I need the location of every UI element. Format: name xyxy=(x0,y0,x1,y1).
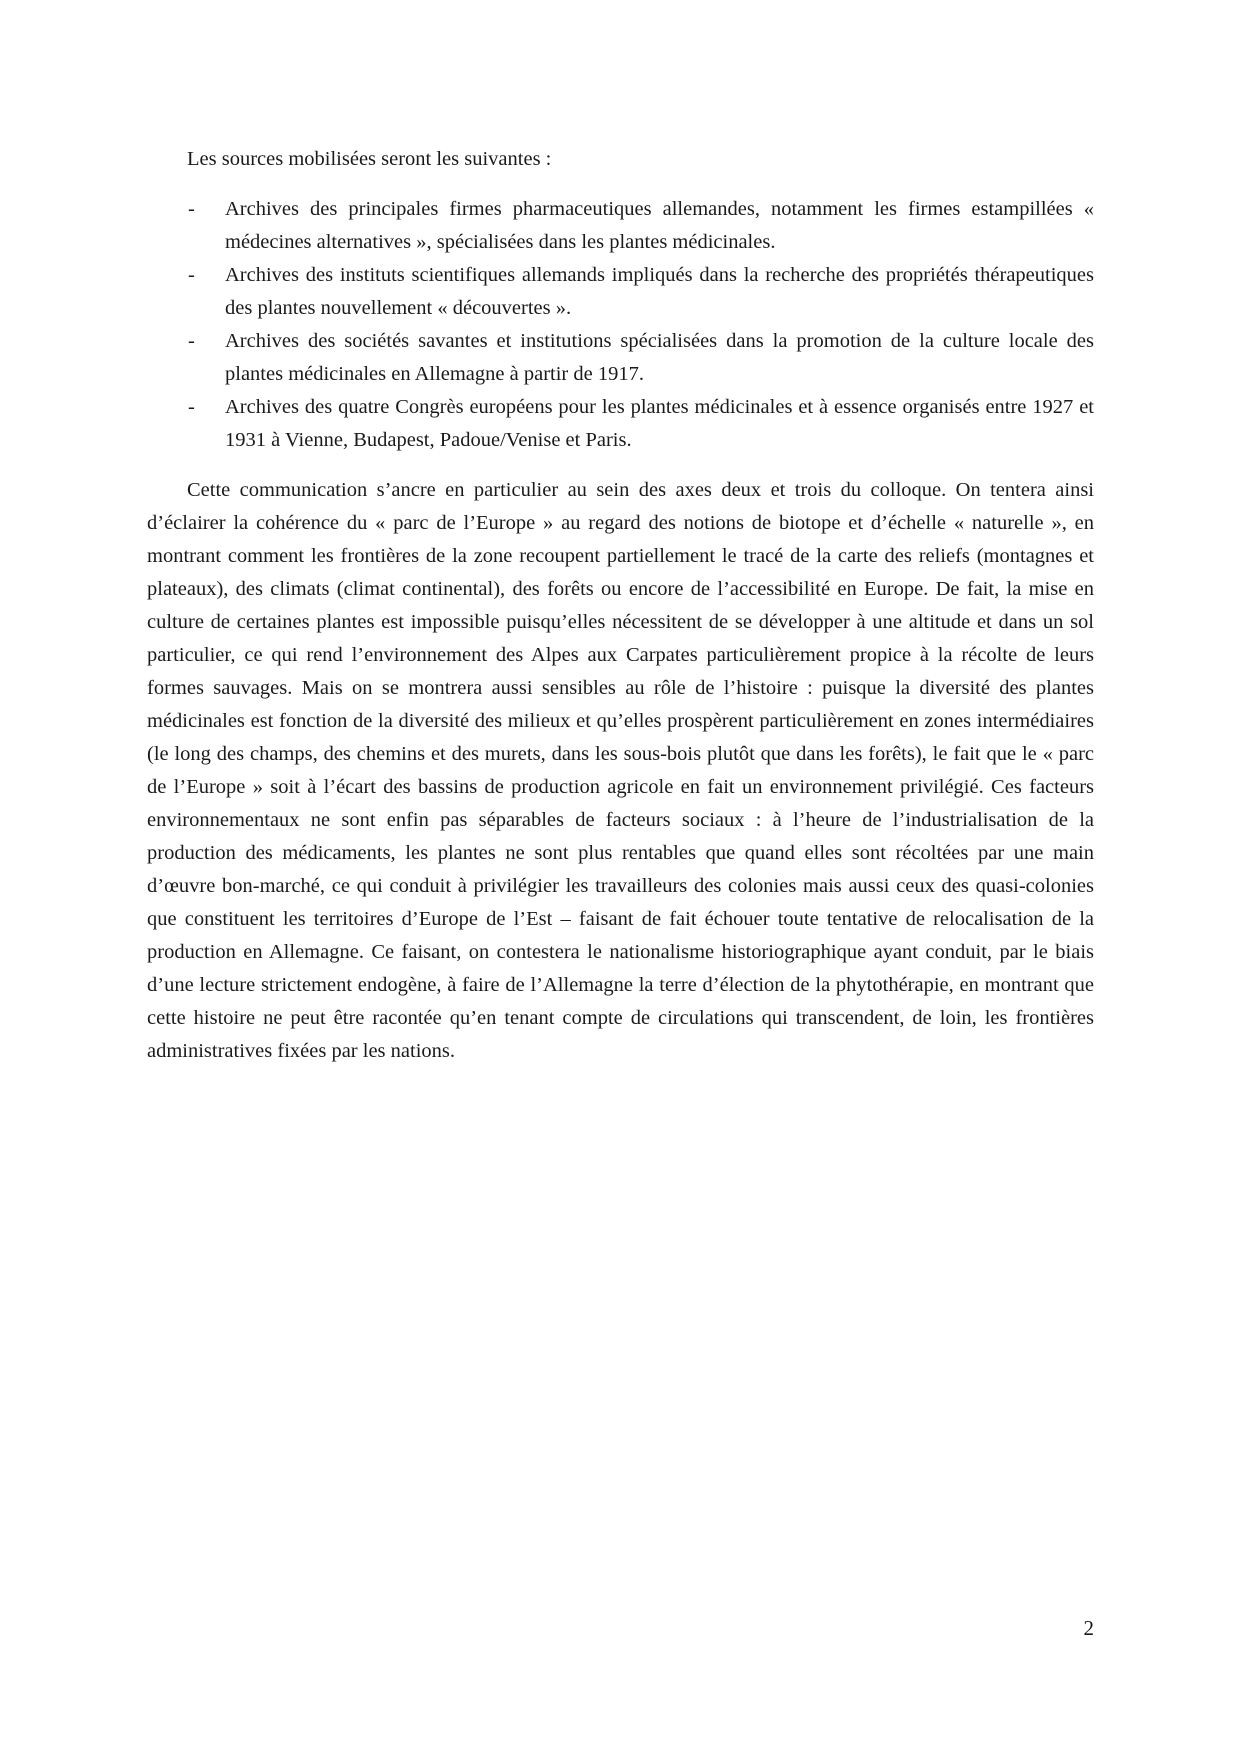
bullet-dash: - xyxy=(188,330,195,352)
page-content xyxy=(147,143,1094,1068)
list-item-text: Archives des quatre Congrès européens pour les plantes médicinales et à essence organisés entre 1927 et 1931 à Vienne, Budapest, Padoue/Venise et Paris. xyxy=(225,396,1094,451)
sources-list xyxy=(147,193,1094,457)
body-paragraph: Cette communication s’ancre en particulier au sein des axes deux et trois du colloque. On tentera ainsi d’éclairer la cohérence du « parc de l’Europe » au regard des notions de biotope et d’échelle « naturelle », en montrant comment les frontières de la zone recoupent partiellement le tracé de la carte des reliefs (montagnes et plateaux), des climats (climat continental), des forêts ou encore de l’accessibilité en Europe. De fait, la mise en culture de certaines plantes est impossible puisqu’elles nécessitent de se développer à une altitude et dans un sol particulier, ce qui rend l’environnement des Alpes aux Carpates particulièrement propice à la récolte de leurs formes sauvages. Mais on se montrera aussi sensibles au rôle de l’histoire : puisque la diversité des plantes médicinales est fonction de la diversité des milieux et qu’elles prospèrent particulièrement en zones intermédiaires (le long des champs, des chemins et des murets, dans les sous-bois plutôt que dans les forêts), le fait que le « parc de l’Europe » soit à l’écart des bassins de production agricole en fait un environnement privilégié. Ces facteurs environnementaux ne sont enfin pas séparables de facteurs sociaux : à l’heure de l’industrialisation de la production des médicaments, les plantes ne sont plus rentables que quand elles sont récoltées par une main d’œuvre bon-marché, ce qui conduit à privilégier les travailleurs des colonies mais aussi ceux des quasi-colonies que constituent les territoires d’Europe de l’Est – faisant de fait échouer toute tentative de relocalisation de la production en Allemagne. Ce faisant, on contestera le nationalisme historiographique ayant conduit, par le biais d’une lecture strictement endogène, à faire de l’Allemagne la terre d’élection de la phytothérapie, en montrant que cette histoire ne peut être racontée qu’en tenant compte de circulations qui transcendent, de loin, les frontières administratives fixées par les nations. xyxy=(147,479,1094,1062)
list-item xyxy=(147,391,1094,457)
bullet-dash: - xyxy=(188,264,195,286)
list-item-text: Archives des sociétés savantes et institutions spécialisées dans la promotion de la culture locale des plantes médicinales en Allemagne à partir de 1917. xyxy=(225,330,1094,385)
page-number: 2 xyxy=(1083,1616,1094,1640)
list-item-text: Archives des instituts scientifiques allemands impliqués dans la recherche des propriétés thérapeutiques des plantes nouvellement « découvertes ». xyxy=(225,264,1094,319)
list-item-text: Archives des principales firmes pharmaceutiques allemandes, notamment les firmes estampillées « médecines alternatives », spécialisées dans les plantes médicinales. xyxy=(225,198,1094,253)
bullet-dash: - xyxy=(188,396,195,418)
bullet-dash: - xyxy=(188,198,195,220)
sources-intro: Les sources mobilisées seront les suivantes : xyxy=(187,148,552,170)
list-item xyxy=(147,325,1094,391)
list-item xyxy=(147,259,1094,325)
list-item xyxy=(147,193,1094,259)
